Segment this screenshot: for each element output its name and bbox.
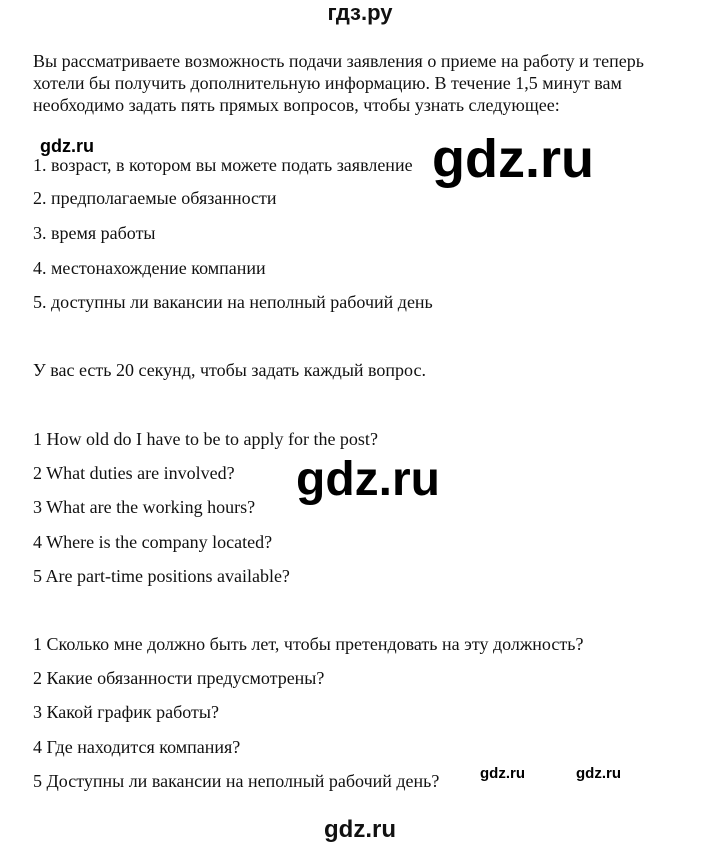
question-ru-5: 5 Доступны ли вакансии на неполный рабочий день? <box>33 771 440 791</box>
task-point-1: 1. возраст, в котором вы можете подать заявление <box>33 155 413 175</box>
question-ru-4: 4 Где находится компания? <box>33 737 241 757</box>
watermark-large: gdz.ru <box>432 129 594 189</box>
watermark-small: gdz.ru <box>40 136 94 156</box>
question-en-4: 4 Where is the company located? <box>33 532 273 552</box>
watermark-large: gdz.ru <box>296 453 440 506</box>
question-en-2: 2 What duties are involved? <box>33 463 235 483</box>
watermark-small: gdz.ru <box>480 765 525 782</box>
question-ru-2: 2 Какие обязанности предусмотрены? <box>33 668 325 688</box>
watermark-small: gdz.ru <box>576 765 621 782</box>
question-ru-3: 3 Какой график работы? <box>33 702 219 722</box>
task-point-4: 4. местонахождение компании <box>33 258 266 278</box>
task-intro: Вы рассматриваете возможность подачи заявления о приеме на работу и теперь хотели бы получить дополнительную информацию. В течение 1,5 минут вам необходимо задать пять прямых вопросов, чтобы узнать следующее: <box>33 51 644 115</box>
task-point-3: 3. время работы <box>33 223 156 243</box>
question-en-1: 1 How old do I have to be to apply for the post? <box>33 429 378 449</box>
time-note: У вас есть 20 секунд, чтобы задать каждый вопрос. <box>33 360 426 380</box>
task-point-5: 5. доступны ли вакансии на неполный рабочий день <box>33 292 433 312</box>
question-en-3: 3 What are the working hours? <box>33 497 256 517</box>
site-footer-name: gdz.ru <box>324 816 396 843</box>
question-en-5: 5 Are part-time positions available? <box>33 566 290 586</box>
question-ru-1: 1 Сколько мне должно быть лет, чтобы претендовать на эту должность? <box>33 634 584 654</box>
task-point-2: 2. предполагаемые обязанности <box>33 188 277 208</box>
site-header-title: гдз.ру <box>327 0 393 25</box>
